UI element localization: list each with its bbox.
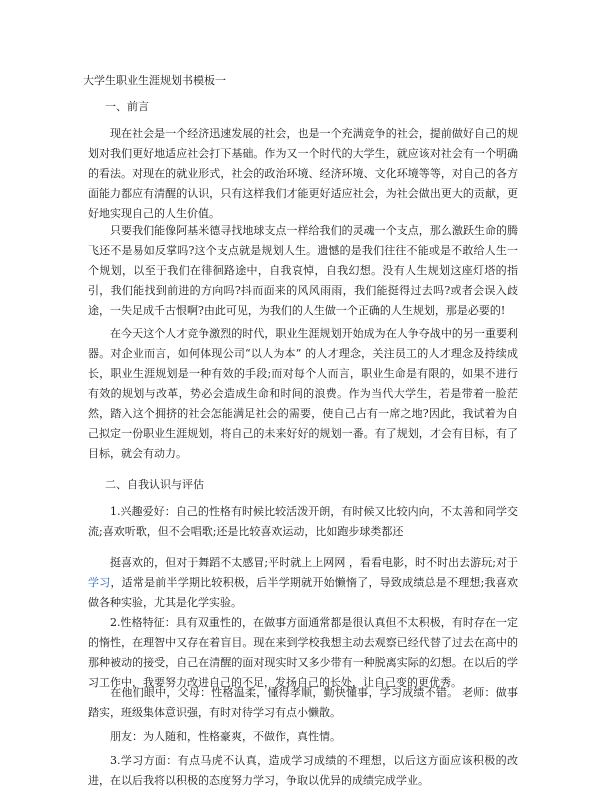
paragraph-personality — [88, 613, 518, 693]
study-link[interactable]: 学习 — [88, 576, 111, 589]
paragraph-others-view — [88, 683, 518, 723]
paragraph-preface-1 — [88, 124, 518, 224]
paragraph-preface-3 — [88, 324, 518, 464]
paragraph-text: 挺喜欢的，但对于舞蹈不太感冒;平时就上上网网 ，看看电影，时不时出去游玩;对于 — [110, 556, 518, 569]
paragraph-friends-view — [88, 727, 518, 747]
paragraph-text: 朋友：为人随和，性格豪爽，不做作，真性情。 — [110, 730, 341, 743]
paragraph-text: 2.性格特征：具有双重性的，在做事方面通常都是很认真但不太积极，有时存在一定的惰性，在理智中又存在着盲目。现在来到学校我想主动去观察已经代替了过去在高中的那种被动的接受，自己在清醒的面对现实时又多少带有一种脱离实际的幻想。在以后的学习工作中，我要努力改进自己的不足，发扬自己的长处，让自己变的更优秀。 — [88, 616, 518, 689]
paragraph-text: 1.兴趣爱好：自己的性格有时候比较活泼开朗，有时候又比较内向，不太善和同学交流;喜欢听歌，但不会唱歌;还是比较喜欢运动，比如跑步球类都还 — [88, 505, 518, 538]
paragraph-interests — [88, 502, 518, 542]
paragraph-preface-2 — [88, 221, 518, 321]
paragraph-text: 在他们眼中，父母：性格温柔，懂得孝顺，勤快懂事，学习成绩不错。 老师：做事踏实，班级集体意识强，有时对待学习有点小懒散。 — [88, 686, 518, 719]
section-heading-self-assessment: 二、自我认识与评估 — [105, 478, 204, 491]
paragraph-text: ，适常是前半学期比较积极，后半学期就开始懒惰了，导致成绩总是不理想;我喜欢做各种实验，尤其是化学实验。 — [88, 576, 518, 609]
paragraph-text: 3.学习方面：有点马虎不认真，造成学习成绩的不理想，以后这方面应该积极的改进，在以后我将以积极的态度努力学习，争取以优异的成绩完成学业。 — [88, 754, 518, 787]
section-heading-preface: 一、前言 — [105, 100, 149, 113]
paragraph-study — [88, 751, 518, 791]
paragraph-interests-continued — [88, 553, 518, 613]
paragraph-text: 只要我们能像阿基米德寻找地球支点一样给我们的灵魂一个支点，那么激跃生命的腾飞还不是易如反掌吗?这个支点就是规划人生。遗憾的是我们往往不能或是不敢给人生一个规划，以至于我们在徘徊路途中，自我哀悼，自我幻想。没有人生规划这座灯塔的指引，我们能找到前进的方向吗?抖而面来的风风雨雨，我们能挺得过去吗?或者会误入歧途，一失足成千古恨啊?由此可见，为我们的人生做一个正确的人生规划，那是必要的! — [88, 224, 518, 317]
paragraph-text: 在今天这个人才竞争激烈的时代，职业生涯规划开始成为在人争夺战中的另一重要利器。对企业而言，如何体现公司“以人为本” 的人才理念，关注员工的人才理念及持续成长，职业生涯规划是一种有效的手段;而对每个人而言，职业生命是有限的，如果不进行有效的规划与改革，势必会造成生命和时间的浪费。作为当代大学生，若是带着一脸茫然，踏入这个拥挤的社会怎能满足社会的需要，使自己占有一席之地?因此，我试着为自己拟定一份职业生涯规划，将自己的未来好好的规划一番。有了规划，才会有目标，有了目标，就会有动力。 — [88, 327, 518, 460]
document-title: 大学生职业生涯规划书模板一 — [83, 74, 226, 87]
paragraph-text: 现在社会是一个经济迅速发展的社会，也是一个充满竞争的社会，提前做好自己的规划对我们更好地适应社会打下基础。作为又一个时代的大学生，就应该对社会有一个明确的看法。对现在的就业形式，社会的政治环境、经济环境、文化环境等等，对自己的各方面能力都应有清醒的认识，只有这样我们才能更好适应社会，为社会做出更大的贡献，更好地实现自己的人生价值。 — [88, 127, 518, 220]
